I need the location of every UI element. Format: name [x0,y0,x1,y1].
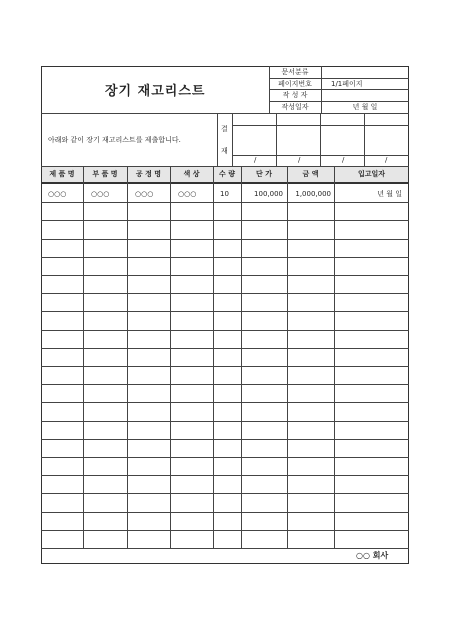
meta-line-2 [269,89,409,90]
approval-label-bottom: 재 [221,147,228,155]
approval-date-mark: / [342,156,345,164]
row-separator [41,293,409,294]
meta-value-date: 년 월 일 [352,103,378,111]
row-separator [41,439,409,440]
row-separator [41,220,409,221]
header-amount: 금 액 [302,170,319,178]
row1-amount: 1,000,000 [295,190,331,198]
approval-col-divider-3 [364,113,365,166]
meta-label-date: 작성일자 [281,103,309,111]
row-separator [41,202,409,203]
row1-quantity: 10 [220,190,229,198]
approval-left-border [217,113,218,166]
header-quantity: 수 량 [219,170,235,178]
approval-label-divider [232,113,233,166]
row-separator [41,275,409,276]
row-separator [41,366,409,367]
row1-product: ○○○ [48,190,67,198]
row-separator [41,239,409,240]
row-separator [41,384,409,385]
header-bottom-line [41,182,409,184]
row-separator [41,421,409,422]
meta-line-3 [269,101,409,102]
row1-process: ○○○ [135,190,154,198]
row-separator [41,257,409,258]
header-product: 제 품 명 [49,170,75,178]
header-color: 색 상 [183,170,200,178]
approval-date-line [232,155,409,156]
col-divider [213,166,214,548]
col-divider [287,166,288,548]
meta-label-category: 문서분류 [281,68,309,76]
approval-label-top: 결 [221,125,228,133]
submission-statement: 아래와 같이 장기 재고리스트를 제출합니다. [48,136,181,144]
row-separator [41,402,409,403]
meta-label-author: 작 성 자 [282,91,308,99]
header-unit-price: 단 가 [256,170,272,178]
approval-col-divider-2 [320,113,321,166]
row1-unit-price: 100,000 [254,190,283,198]
row-separator [41,512,409,513]
row-separator [41,330,409,331]
col-divider [83,166,84,548]
row1-color: ○○○ [178,190,197,198]
approval-date-mark: / [385,156,388,164]
table-bottom-line [41,548,409,549]
approval-date-mark: / [254,156,257,164]
meta-label-page: 페이지번호 [278,80,312,88]
row-separator [41,530,409,531]
col-divider [334,166,335,548]
row-separator [41,348,409,349]
meta-line-1 [269,78,409,79]
company-name: ○○ 회사 [356,551,389,560]
row-separator [41,493,409,494]
approval-title-line [232,125,409,126]
header-receipt-date: 입고일자 [357,170,386,178]
meta-value-page: 1/1페이지 [331,80,363,88]
col-divider [241,166,242,548]
row1-part: ○○○ [91,190,110,198]
header-top-line [41,166,409,167]
row-separator [41,475,409,476]
header-part: 부 품 명 [92,170,118,178]
row-separator [41,311,409,312]
approval-date-mark: / [298,156,301,164]
col-divider [170,166,171,548]
document-title: 장기 재고리스트 [105,84,206,99]
header-process: 공 정 명 [135,170,162,178]
approval-col-divider-1 [276,113,277,166]
col-divider [127,166,128,548]
row1-receipt-date: 년 월 일 [377,190,402,198]
title-bottom-line [41,113,409,114]
row-separator [41,457,409,458]
